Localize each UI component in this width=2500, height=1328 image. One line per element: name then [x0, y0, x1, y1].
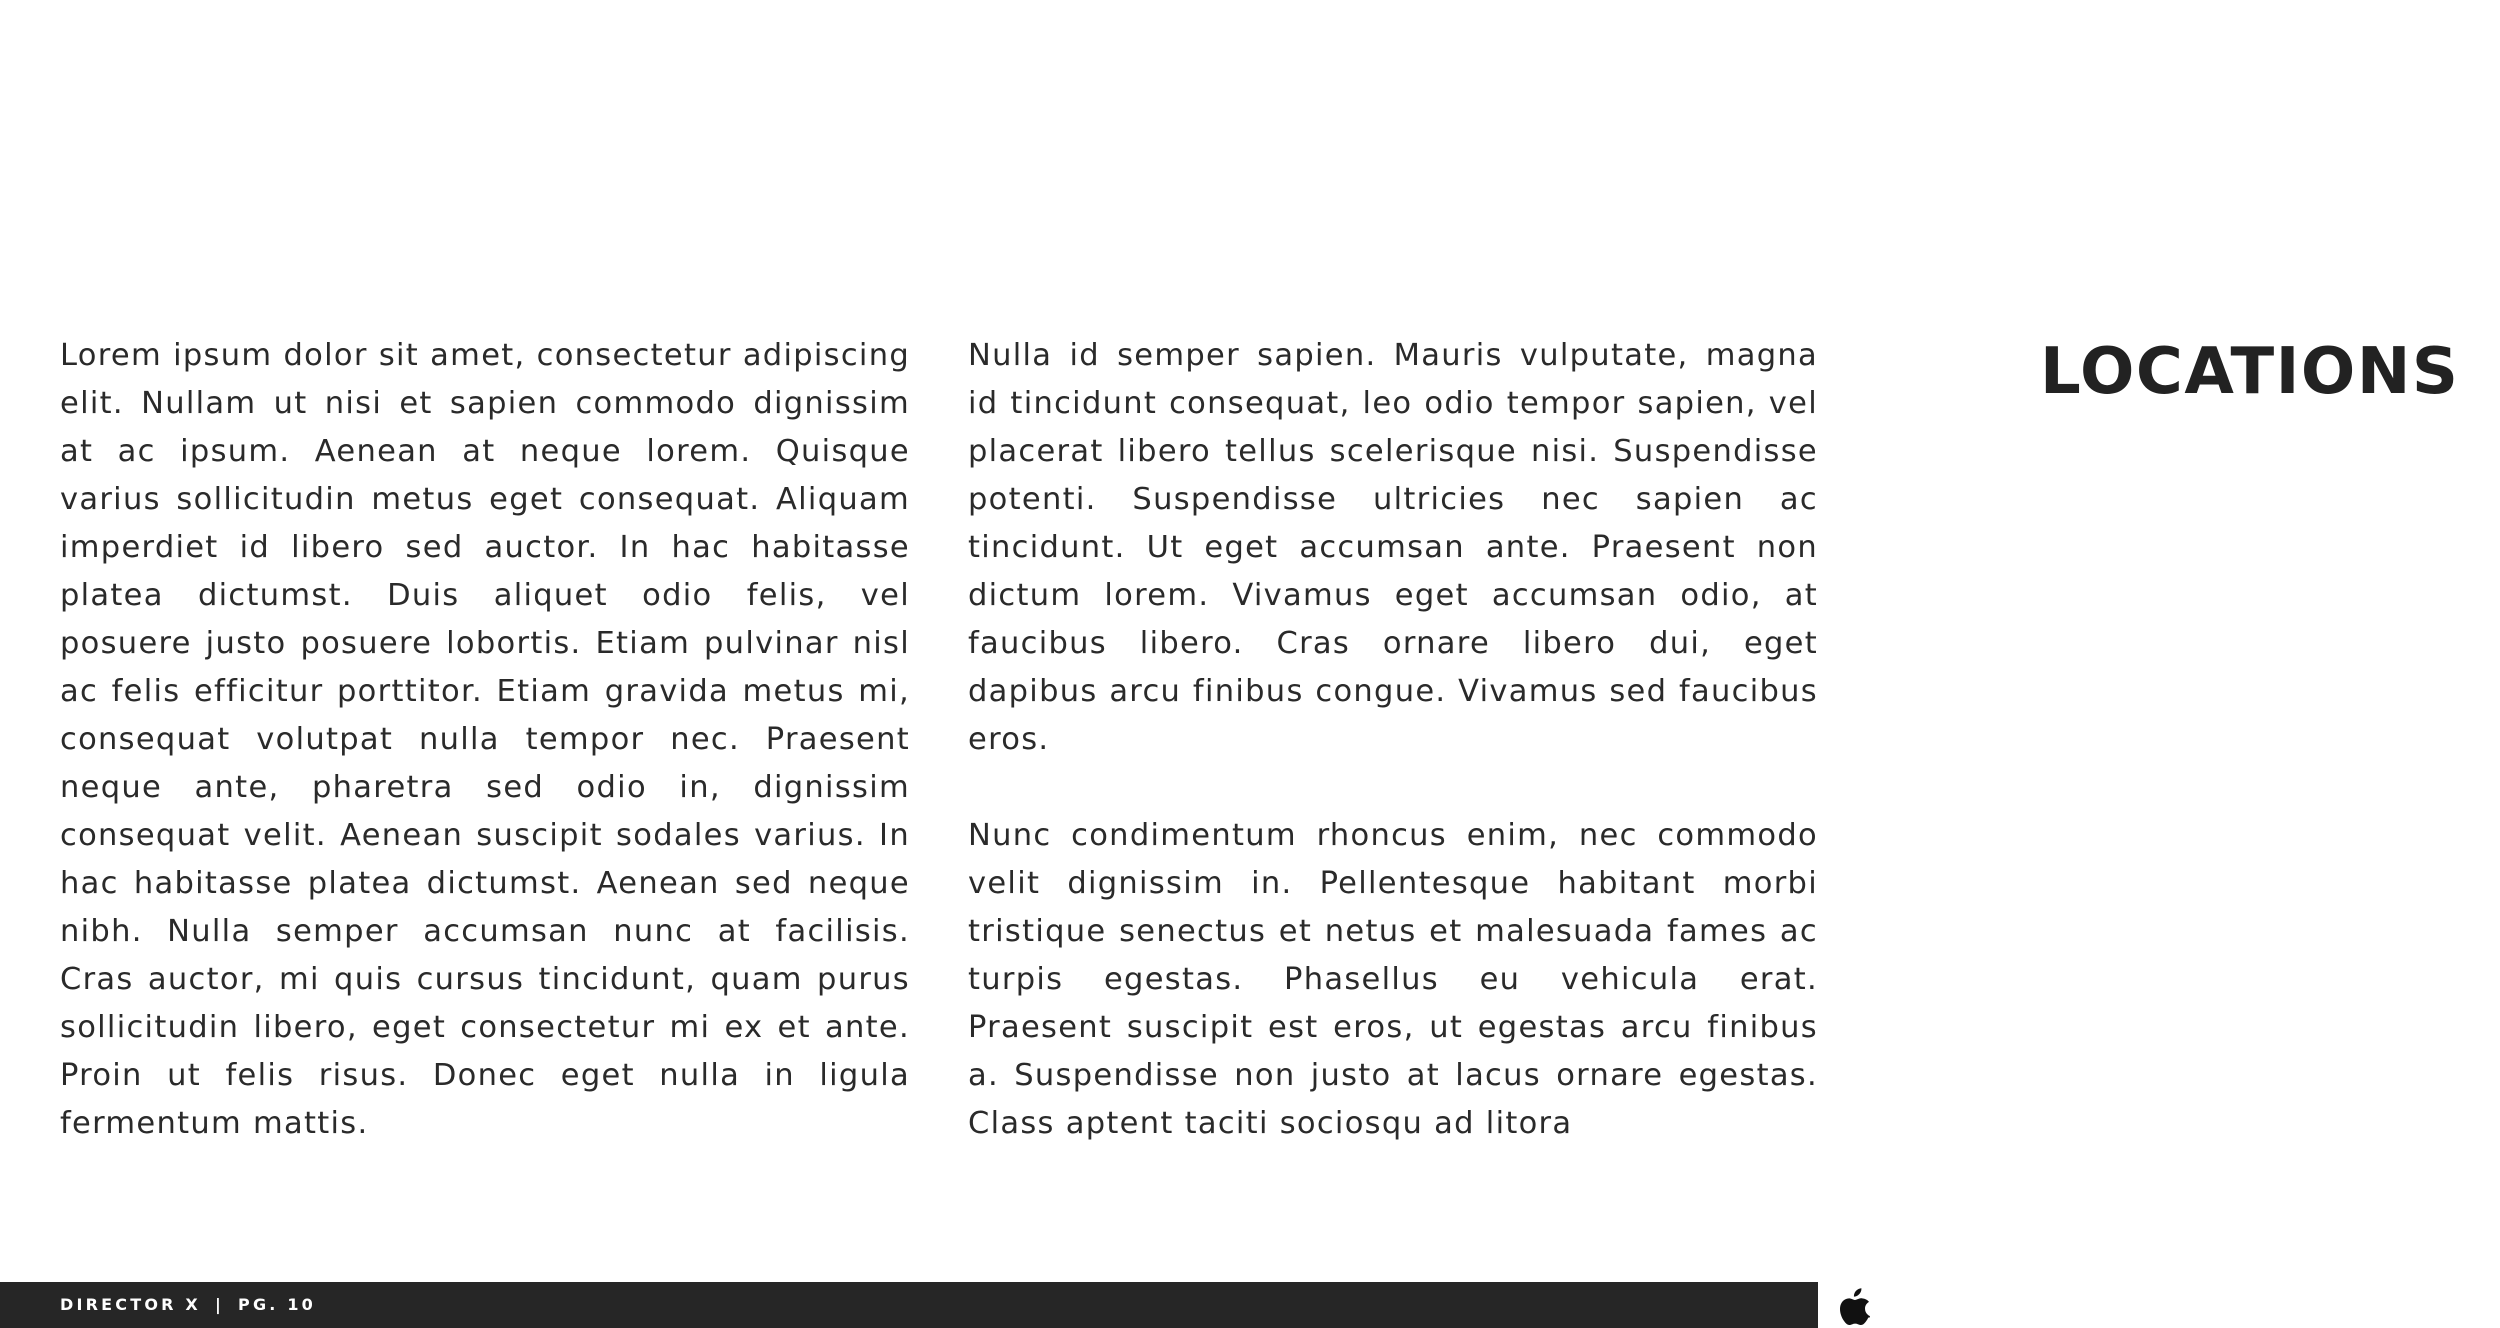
left-text-column — [60, 332, 910, 1148]
page-title: LOCATIONS — [2040, 335, 2460, 409]
right-paragraph-2: Nunc condimentum rhoncus enim, nec commodo velit dignissim in. Pellentesque habitant morbi tristique senectus et netus et malesuada fames ac turpis egestas. Phasellus eu vehicula erat. Praesent suscipit est eros, ut egestas arcu finibus a. Suspendisse non justo at lacus ornare egestas. Class aptent taciti sociosqu ad litora — [968, 818, 1818, 1141]
left-paragraph-1: Lorem ipsum dolor sit amet, consectetur adipiscing elit. Nullam ut nisi et sapien commodo dignissim at ac ipsum. Aenean at neque lorem. Quisque varius sollicitudin metus eget consequat. Aliquam imperdiet id libero sed auctor. In hac habitasse platea dictumst. Duis aliquet odio felis, vel posuere justo posuere lobortis. Etiam pulvinar nisl ac felis efficitur porttitor. Etiam gravida metus mi, consequat volutpat nulla tempor nec. Praesent neque ante, pharetra sed odio in, dignissim consequat velit. Aenean suscipit sodales varius. In hac habitasse platea dictumst. Aenean sed neque nibh. Nulla semper accumsan nunc at facilisis. Cras auctor, mi quis cursus tincidunt, quam purus sollicitudin libero, eget consectetur mi ex et ante. Proin ut felis risus. Donec eget nulla in ligula fermentum mattis. — [60, 338, 910, 1141]
footer-page-number: PG. 10 — [238, 1295, 316, 1314]
footer-label — [60, 1282, 316, 1328]
footer-separator: | — [214, 1295, 225, 1314]
footer-brand: DIRECTOR X — [60, 1295, 201, 1314]
footer-bar — [0, 1282, 1818, 1328]
right-paragraph-1: Nulla id semper sapien. Mauris vulputate, magna id tincidunt consequat, leo odio tempor sapien, vel placerat libero tellus scelerisque nisi. Suspendisse potenti. Suspendisse ultricies nec sapien ac tincidunt. Ut eget accumsan ante. Praesent non dictum lorem. Vivamus eget accumsan odio, at faucibus libero. Cras ornare libero dui, eget dapibus arcu finibus congue. Vivamus sed faucibus eros. — [968, 338, 1818, 757]
right-text-column — [968, 332, 1818, 1148]
apple-logo-icon — [1840, 1288, 1872, 1326]
